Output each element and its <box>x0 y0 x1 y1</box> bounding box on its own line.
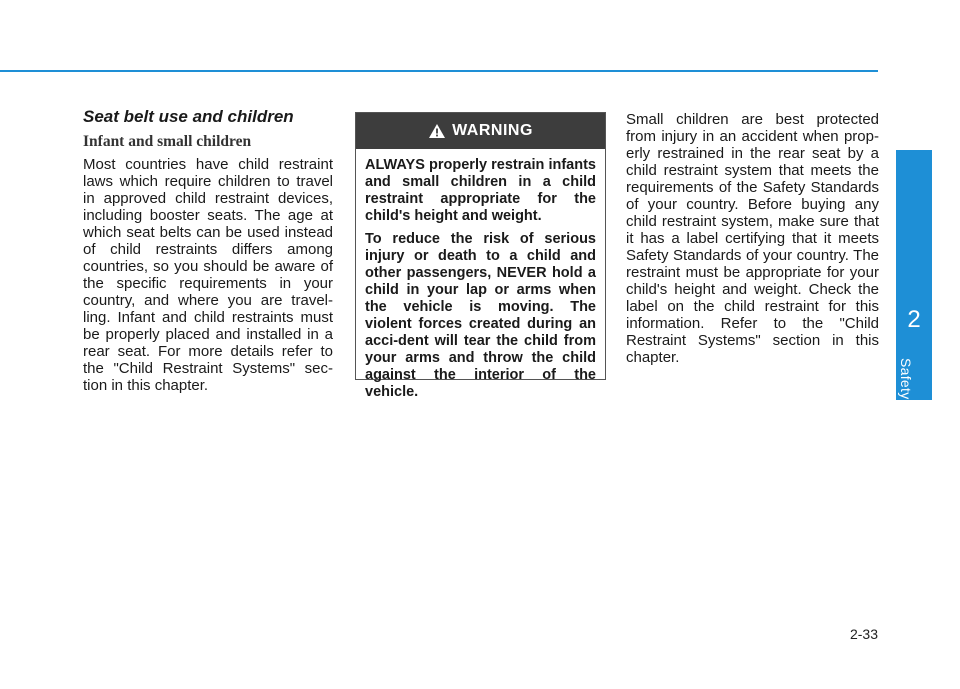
warning-box <box>355 112 606 400</box>
right-paragraph: Small children are best protected from injury in an accident when prop-erly restrained in the rear seat by a child restraint system that meets the requirements of the Safety Standards of your country. Before buying any child restraint system, make sure that it has a label certifying that it meets Safety Standards of your country. The restraint must be appropriate for your child's height and weight. Check the label on the child restraint for this information. Refer to the "Child Restraint Systems" section in this chapter. <box>626 111 879 366</box>
warning-body <box>356 149 605 401</box>
left-column <box>83 108 333 394</box>
page-number: 2-33 <box>849 626 878 642</box>
warning-label: WARNING <box>452 122 533 139</box>
sub-heading: Infant and small children <box>83 133 252 150</box>
header-rule <box>0 70 878 72</box>
chapter-title: Safety system of your vehicle <box>898 358 914 549</box>
warning-triangle-icon <box>428 123 446 139</box>
chapter-number: 2 <box>907 306 921 333</box>
warning-paragraph: ALWAYS properly restrain infants and small children in a child restraint appropriate for the child's height and weight. <box>365 157 596 224</box>
warning-paragraph: To reduce the risk of serious injury or death to a child and other passengers, NEVER hold a child in your lap or arms when the vehicle is moving. The violent forces created during an acci-dent will tear the child from your arms and throw the child against the interior of the vehicle. <box>365 231 596 400</box>
left-paragraph: Most countries have child restraint laws which require children to travel in approved child restraint devices, including booster seats. The age at which seat belts can be used instead of child restraints differs among countries, so you should be aware of the specific requirements in your country, and where you are travel-ling. Infant and child restraints must be properly placed and installed in a rear seat. For more details refer to the "Child Restraint Systems" sec-tion in this chapter. <box>83 156 333 394</box>
right-column <box>626 111 879 366</box>
section-heading: Seat belt use and children <box>83 107 294 126</box>
warning-header <box>356 113 605 149</box>
chapter-side-tab <box>896 150 932 549</box>
